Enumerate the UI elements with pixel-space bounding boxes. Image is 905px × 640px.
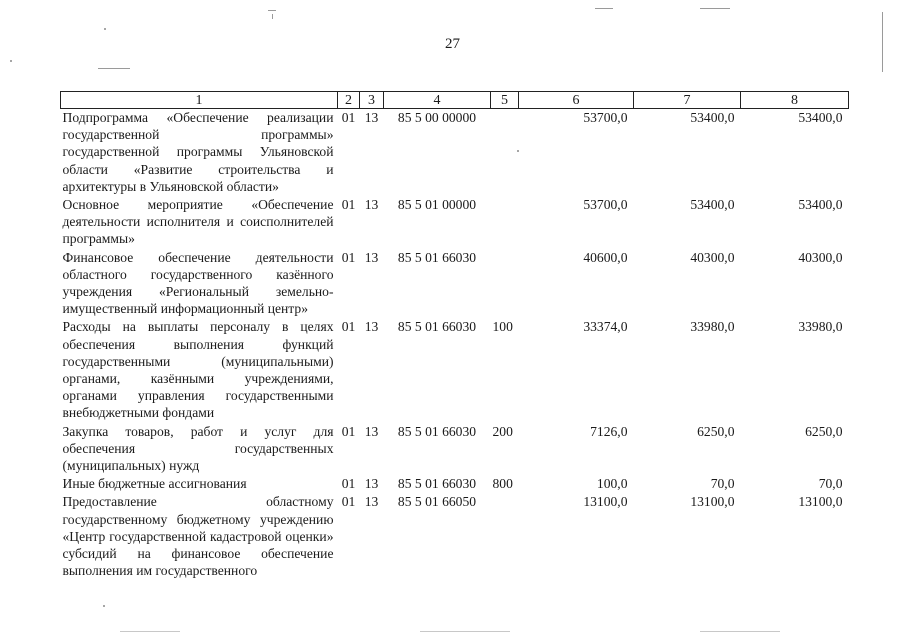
cell-subsection: 13 <box>364 494 379 510</box>
table-row <box>61 318 849 422</box>
cell-amount-2: 53400,0 <box>690 110 735 125</box>
cell-target-code: 85 5 01 66030 <box>397 249 477 265</box>
cell-expense-type <box>491 493 519 580</box>
cell-amount-3: 53400,0 <box>798 197 843 213</box>
column-header: 2 <box>338 92 360 109</box>
cell-subsection: 13 <box>364 476 379 492</box>
cell-subsection: 13 <box>364 110 379 125</box>
cell-amount-1: 100,0 <box>596 476 628 492</box>
cell-amount-2: 70,0 <box>710 476 735 492</box>
column-header: 6 <box>519 92 634 109</box>
scan-artifact <box>10 60 12 62</box>
scan-artifact <box>103 605 105 607</box>
cell-amount-3: 33980,0 <box>798 319 843 335</box>
table-header-row <box>61 92 849 109</box>
column-header: 1 <box>61 92 338 109</box>
cell-amount-1: 13100,0 <box>583 494 628 510</box>
column-header: 8 <box>741 92 849 109</box>
cell-amount-1: 53700,0 <box>583 110 628 125</box>
scan-artifact <box>98 68 130 69</box>
cell-amount-3: 53400,0 <box>798 110 843 125</box>
cell-expense-type <box>491 196 519 249</box>
scan-artifact <box>268 10 276 11</box>
table-row <box>61 249 849 319</box>
cell-expense-type <box>491 249 519 319</box>
column-header: 3 <box>360 92 384 109</box>
cell-amount-2: 33980,0 <box>690 319 735 335</box>
table-row <box>61 493 849 580</box>
cell-expense-type: 200 <box>492 423 513 439</box>
table-row <box>61 475 849 493</box>
cell-amount-2: 40300,0 <box>690 249 735 265</box>
cell-section: 01 <box>341 197 356 213</box>
row-name: Финансовое обеспечение деятельности областного государственного казённого учреждения «Региональный земельно-имущественный информационный центр» <box>62 249 334 317</box>
column-header: 7 <box>634 92 741 109</box>
scan-artifact <box>595 8 613 9</box>
cell-amount-3: 40300,0 <box>798 249 843 265</box>
cell-expense-type: 100 <box>492 319 513 335</box>
budget-table <box>60 91 849 580</box>
cell-section: 01 <box>341 476 356 492</box>
scan-artifact <box>120 631 180 632</box>
row-name: Основное мероприятие «Обеспечение деятельности исполнителя и соисполнителей программы» <box>62 197 334 247</box>
scan-artifact <box>700 631 780 632</box>
cell-section: 01 <box>341 423 356 439</box>
cell-amount-3: 13100,0 <box>798 494 843 510</box>
scan-artifact <box>272 14 273 19</box>
scan-artifact <box>104 28 106 30</box>
scan-artifact <box>420 631 510 632</box>
cell-target-code: 85 5 01 66050 <box>397 494 477 510</box>
cell-subsection: 13 <box>364 319 379 335</box>
table-row <box>61 423 849 476</box>
cell-target-code: 85 5 00 00000 <box>397 110 477 125</box>
cell-amount-3: 6250,0 <box>805 423 843 439</box>
column-header: 5 <box>491 92 519 109</box>
cell-amount-2: 13100,0 <box>690 494 735 510</box>
table-row <box>61 109 849 197</box>
cell-expense-type <box>491 109 519 197</box>
scan-artifact <box>700 8 730 9</box>
cell-section: 01 <box>341 110 356 125</box>
table-row <box>61 196 849 249</box>
cell-expense-type: 800 <box>492 476 513 492</box>
cell-subsection: 13 <box>364 423 379 439</box>
cell-section: 01 <box>341 319 356 335</box>
row-name: Подпрограмма «Обеспечение реализации государственной программы» государственной программы Ульяновской области «Развитие строительства и архитектуры в Ульяновской области» <box>62 110 334 194</box>
cell-target-code: 85 5 01 66030 <box>397 319 477 335</box>
row-name: Предоставление областному государственному бюджетному учреждению «Центр государственной кадастровой оценки» субсидий на финансовое обеспечение выполнения им государственного <box>62 494 334 579</box>
cell-section: 01 <box>341 494 356 510</box>
cell-target-code: 85 5 01 66030 <box>397 423 477 439</box>
cell-subsection: 13 <box>364 197 379 213</box>
cell-amount-1: 40600,0 <box>583 249 628 265</box>
page-number: 27 <box>445 36 460 52</box>
cell-amount-3: 70,0 <box>818 476 843 492</box>
row-name: Иные бюджетные ассигнования <box>62 476 247 492</box>
cell-amount-1: 33374,0 <box>583 319 628 335</box>
row-name: Закупка товаров, работ и услуг для обеспечения государственных (муниципальных) нужд <box>62 423 334 474</box>
column-header: 4 <box>384 92 491 109</box>
row-name: Расходы на выплаты персоналу в целях обеспечения выполнения функций государственными (муниципальными) органами, казёнными учреждениями, органами управления государственными внебюджетными фондами <box>62 319 334 421</box>
cell-amount-2: 53400,0 <box>690 197 735 213</box>
cell-amount-1: 53700,0 <box>583 197 628 213</box>
cell-target-code: 85 5 01 00000 <box>397 197 477 213</box>
cell-amount-1: 7126,0 <box>590 423 628 439</box>
cell-target-code: 85 5 01 66030 <box>397 476 477 492</box>
cell-subsection: 13 <box>364 249 379 265</box>
cell-section: 01 <box>341 249 356 265</box>
cell-amount-2: 6250,0 <box>697 423 735 439</box>
